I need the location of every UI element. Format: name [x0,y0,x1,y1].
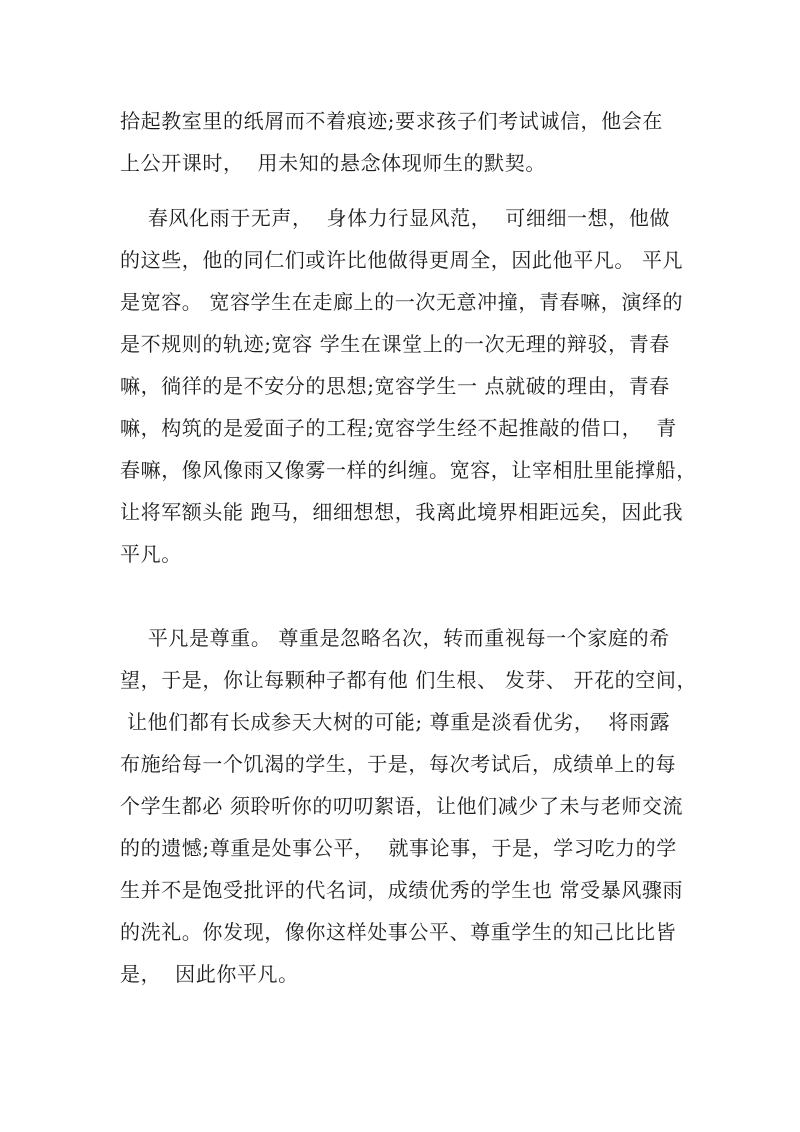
text-line: 拾起教室里的纸屑而不着痕迹;要求孩子们考试诚信，他会在 [120,109,663,133]
text-line: 让他们都有长成参天大树的可能; 尊重是淡看优劣， 将雨露 [120,710,671,734]
text-line: 让将军额头能 跑马，细细想想，我离此境界相距远矣，因此我 [120,500,684,524]
text-line: 的这些，他的同仁们或许比他做得更周全，因此他平凡。 平凡 [120,248,684,272]
text-line: 是宽容。 宽容学生在走廊上的一次无意冲撞，青春嘛，演绎的 [120,290,684,314]
text-line: 平凡。 [120,542,182,566]
text-line: 个学生都必 须聆听你的叨叨絮语，让他们减少了未与老师交流 [120,794,684,818]
paragraph-first-line: 春风化雨于无声， 身体力行显风范， 可细细一想，他做 [120,206,671,230]
text-line: 春嘛，像风像雨又像雾一样的纠缠。宽容，让宰相肚里能撑船， [120,458,697,482]
text-line: 生并不是饱受批评的代名词，成绩优秀的学生也 常受暴风骤雨 [120,878,684,902]
text-line: 嘛，徜徉的是不安分的思想;宽容学生一 点就破的理由，青春 [120,374,670,398]
text-line: 是不规则的轨迹;宽容 学生在课堂上的一次无理的辩驳，青春 [120,332,670,356]
text-line: 的洗礼。你发现，像你这样处事公平、尊重学生的知己比比皆 [120,920,677,944]
text-line: 上公开课时， 用未知的悬念体现师生的默契。 [120,151,546,175]
text-line: 嘛，构筑的是爱面子的工程;宽容学生经不起推敲的借口， 青 [120,416,677,440]
text-line: 布施给每一个饥渴的学生，于是，每次考试后，成绩单上的每 [120,752,677,776]
paragraph-first-line: 平凡是尊重。 尊重是忽略名次，转而重视每一个家庭的希 [120,626,670,650]
text-line: 望，于是，你让每颗种子都有他 们生根、 发芽、 开花的空间， [120,668,698,692]
text-line: 的的遗憾;尊重是处事公平， 就事论事，于是，学习吃力的学 [120,836,677,860]
text-line: 是， 因此你平凡。 [120,962,299,986]
